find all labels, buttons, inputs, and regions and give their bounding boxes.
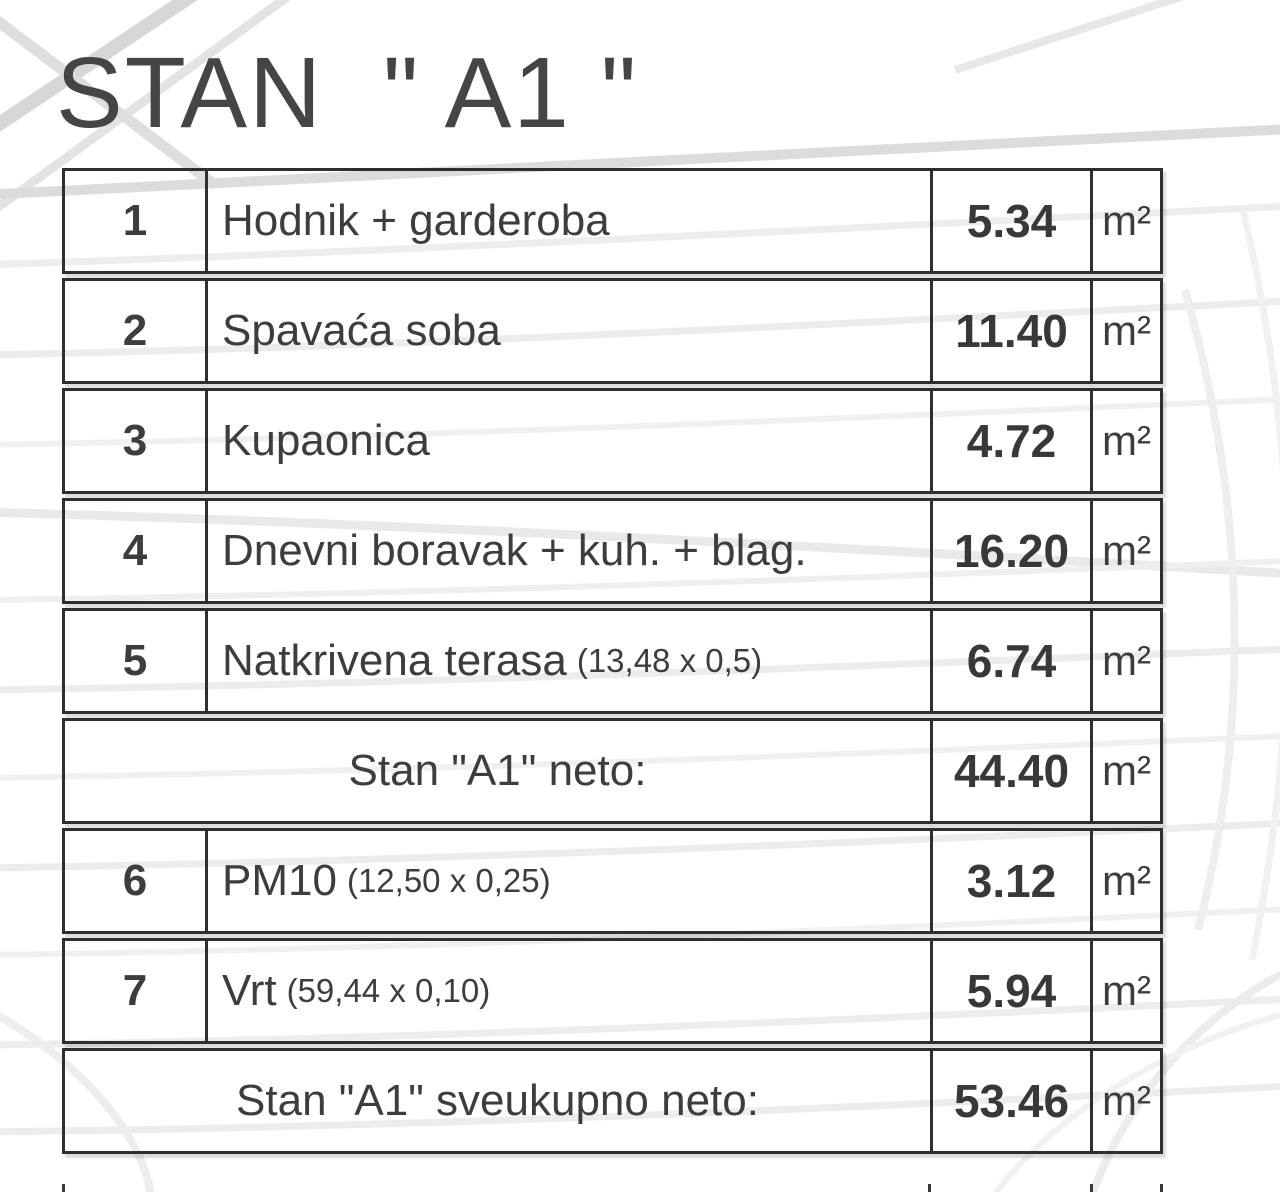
area-value: 11.40 bbox=[930, 281, 1090, 381]
summary-label: Stan "A1" sveukupno neto: bbox=[236, 1076, 759, 1125]
next-table-edge-tick bbox=[62, 1184, 65, 1192]
row-number: 2 bbox=[122, 306, 148, 355]
summary-row-neto bbox=[62, 718, 1163, 824]
area-unit: m² bbox=[1090, 941, 1160, 1041]
table-row bbox=[62, 278, 1163, 384]
area-unit: m² bbox=[1090, 611, 1160, 711]
area-value: 3.12 bbox=[930, 831, 1090, 931]
room-name: Hodnik + garderoba bbox=[222, 196, 610, 245]
room-name-cell bbox=[205, 171, 930, 271]
area-unit: m² bbox=[1090, 501, 1160, 601]
next-table-edge-tick bbox=[928, 1184, 931, 1192]
room-name-cell bbox=[205, 501, 930, 601]
room-name-cell bbox=[205, 281, 930, 381]
room-note: (59,44 x 0,10) bbox=[286, 972, 491, 1009]
room-name-cell bbox=[205, 611, 930, 711]
room-name: Natkrivena terasa bbox=[222, 636, 567, 685]
summary-row-total bbox=[62, 1048, 1163, 1154]
area-value: 4.72 bbox=[930, 391, 1090, 491]
area-value: 5.34 bbox=[930, 171, 1090, 271]
area-unit: m² bbox=[1090, 281, 1160, 381]
room-name: Spavaća soba bbox=[222, 306, 501, 355]
area-unit: m² bbox=[1090, 171, 1160, 271]
area-value: 5.94 bbox=[930, 941, 1090, 1041]
row-number: 4 bbox=[122, 526, 148, 575]
row-number: 3 bbox=[122, 416, 148, 465]
room-name-cell bbox=[205, 941, 930, 1041]
summary-unit: m² bbox=[1090, 1051, 1160, 1151]
room-name-cell bbox=[205, 831, 930, 931]
page-title: STAN " A1 " bbox=[56, 37, 639, 149]
room-note: (12,50 x 0,25) bbox=[346, 862, 551, 899]
area-unit: m² bbox=[1090, 831, 1160, 931]
area-unit: m² bbox=[1090, 391, 1160, 491]
table-row bbox=[62, 168, 1163, 274]
apartment-area-table bbox=[62, 168, 1163, 1154]
summary-unit: m² bbox=[1090, 721, 1160, 821]
room-name: Kupaonica bbox=[222, 416, 430, 465]
summary-value: 44.40 bbox=[930, 721, 1090, 821]
next-table-edge-tick bbox=[1160, 1184, 1163, 1192]
room-name: Vrt bbox=[222, 966, 277, 1015]
table-row bbox=[62, 388, 1163, 494]
row-number: 5 bbox=[122, 636, 148, 685]
area-value: 16.20 bbox=[930, 501, 1090, 601]
room-name-cell bbox=[205, 391, 930, 491]
row-number: 6 bbox=[122, 856, 148, 905]
room-name: Dnevni boravak + kuh. + blag. bbox=[222, 526, 807, 575]
table-row bbox=[62, 498, 1163, 604]
table-row bbox=[62, 608, 1163, 714]
table-row bbox=[62, 828, 1163, 934]
summary-label: Stan "A1" neto: bbox=[348, 746, 647, 795]
area-value: 6.74 bbox=[930, 611, 1090, 711]
table-row bbox=[62, 938, 1163, 1044]
row-number: 7 bbox=[122, 966, 148, 1015]
next-table-edge-tick bbox=[1090, 1184, 1093, 1192]
room-name: PM10 bbox=[222, 856, 337, 905]
room-note: (13,48 x 0,5) bbox=[576, 642, 763, 679]
summary-value: 53.46 bbox=[930, 1051, 1090, 1151]
row-number: 1 bbox=[122, 196, 148, 245]
